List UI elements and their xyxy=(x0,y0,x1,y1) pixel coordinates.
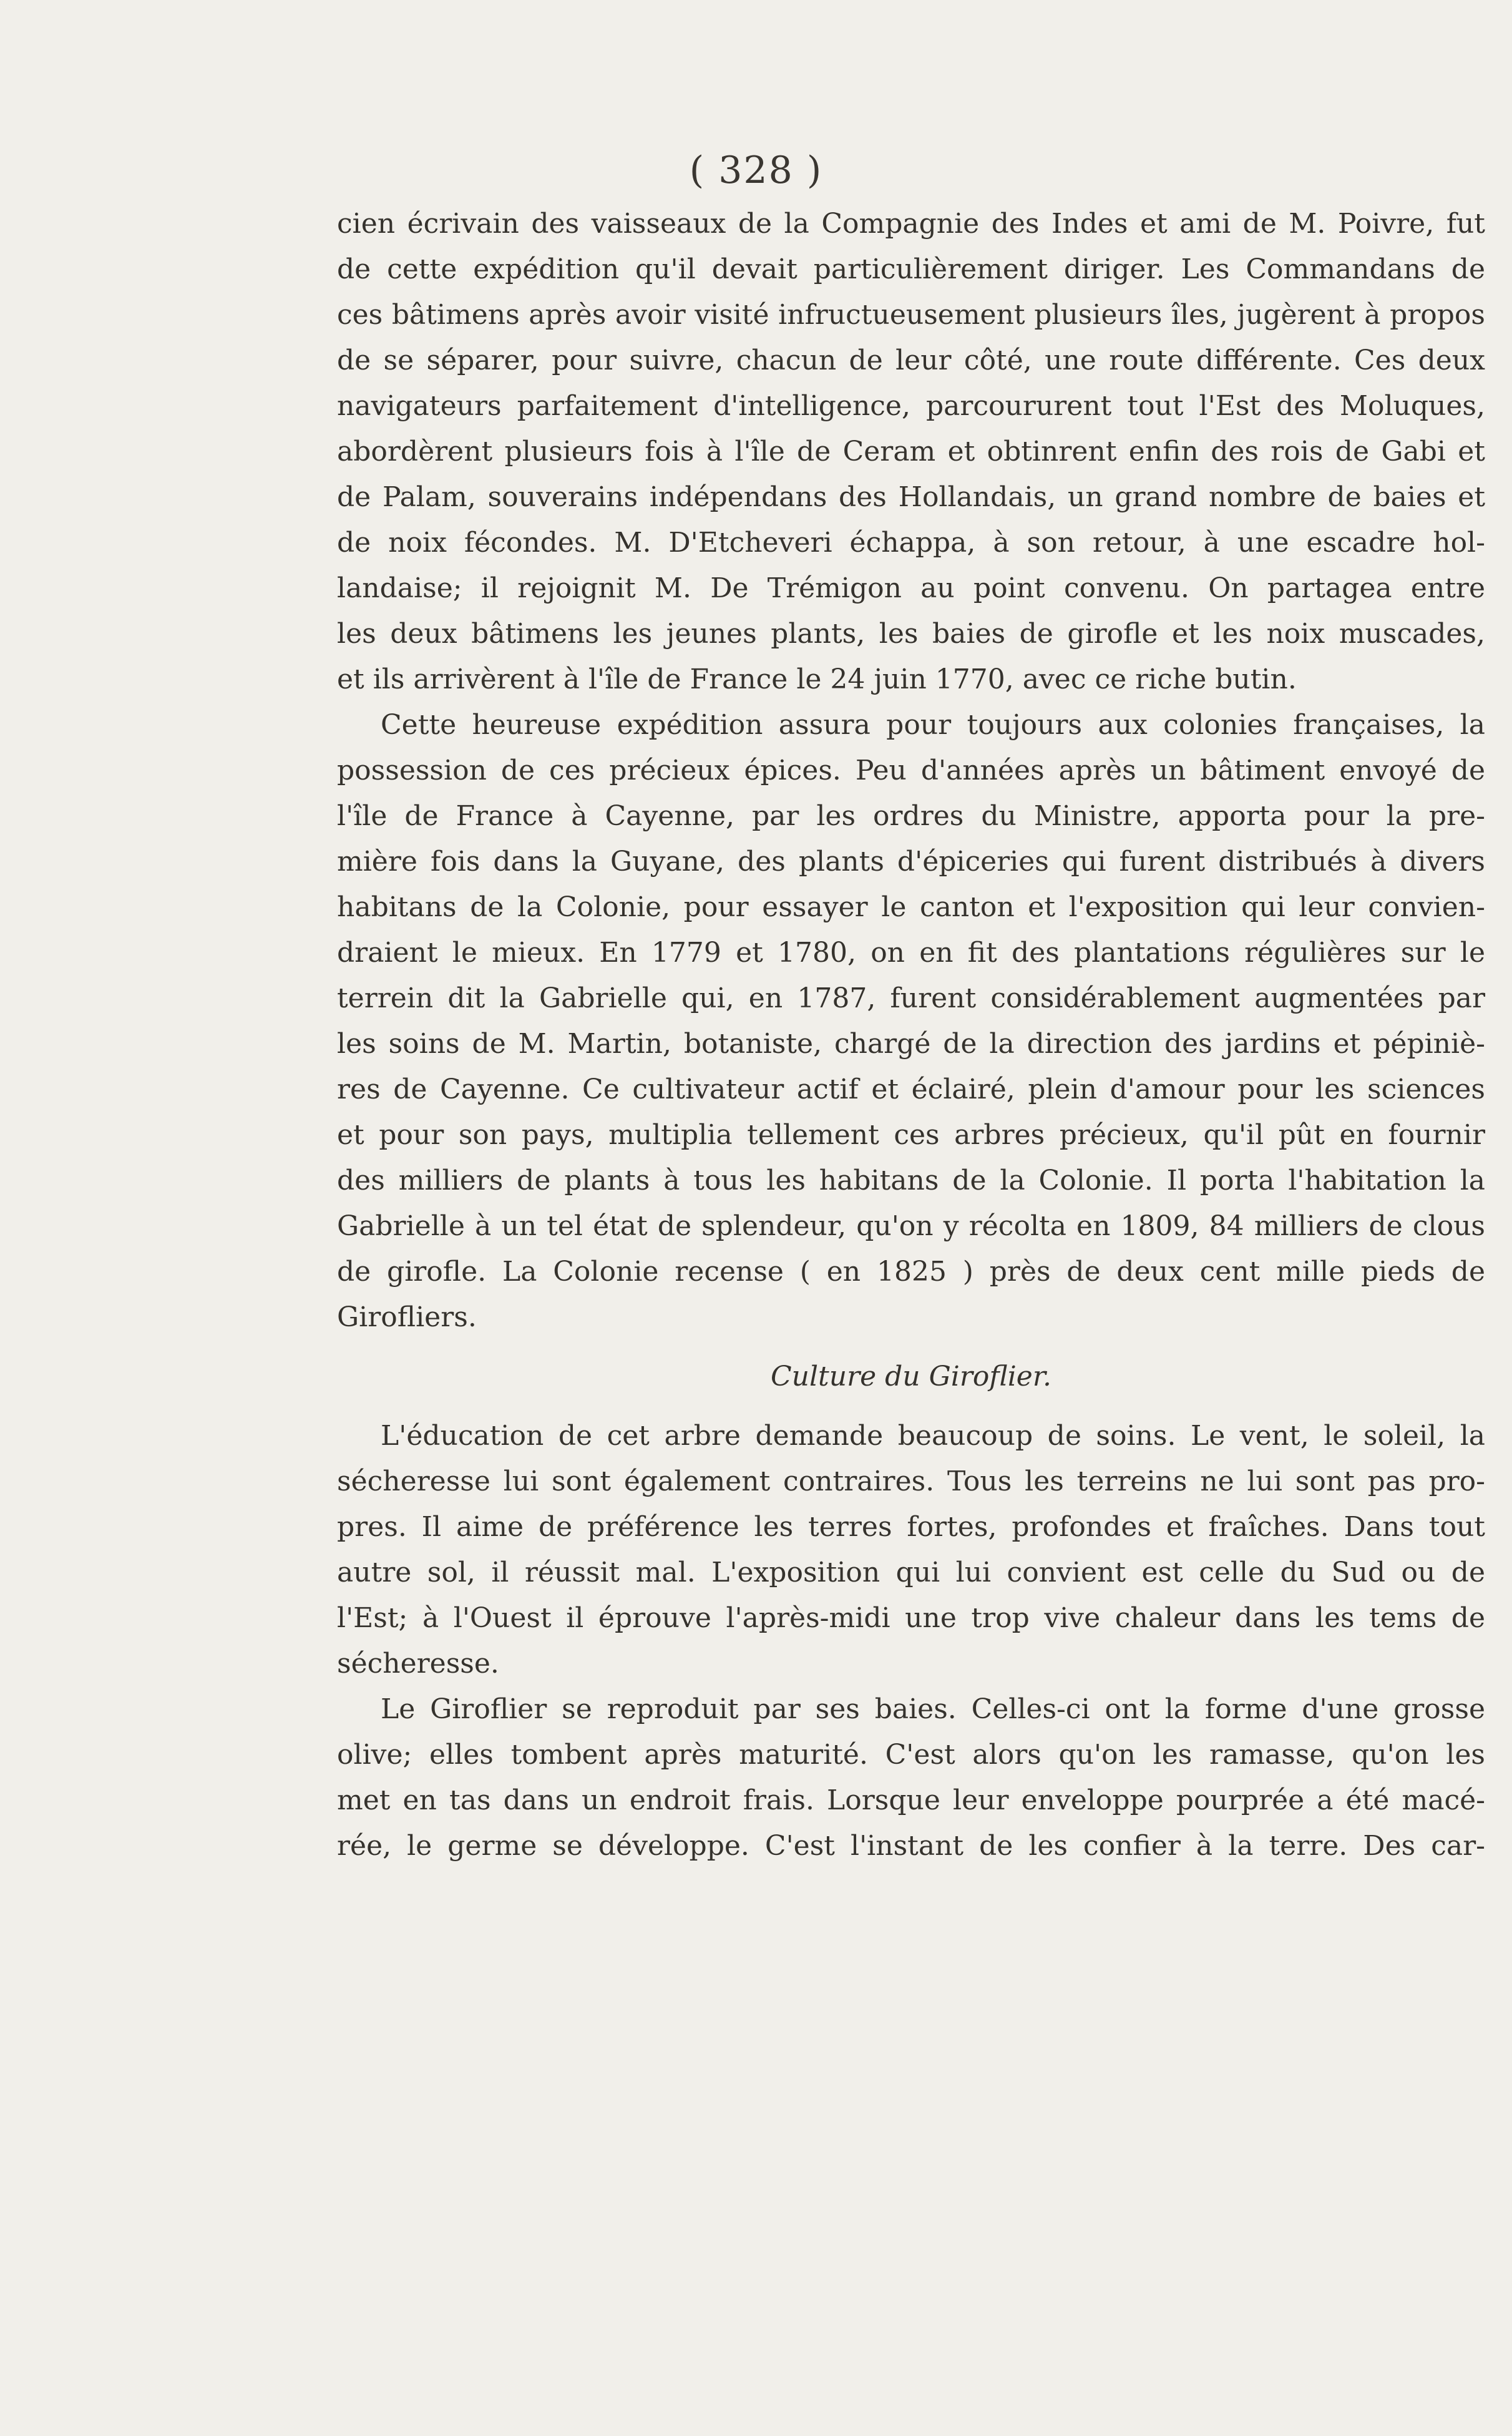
text-line: et pour son pays, multiplia tellement ces arbres précieux, qu'il pût en fournir xyxy=(337,1119,1485,1151)
text-line: de Palam, souverains indépendans des Hollandais, un grand nombre de baies et xyxy=(337,481,1485,513)
paragraph xyxy=(337,201,1485,702)
text-line: met en tas dans un endroit frais. Lorsque leur enveloppe pourprée a été macé- xyxy=(337,1784,1485,1816)
text-line: autre sol, il réussit mal. L'exposition qui lui convient est celle du Sud ou de xyxy=(337,1557,1485,1588)
text-line: olive; elles tombent après maturité. C'est alors qu'on les ramasse, qu'on les xyxy=(337,1739,1485,1771)
text-line: possession de ces précieux épices. Peu d'années après un bâtiment envoyé de xyxy=(337,755,1485,786)
text-line: res de Cayenne. Ce cultivateur actif et éclairé, plein d'amour pour les sciences xyxy=(337,1074,1485,1105)
text-line: de noix fécondes. M. D'Etcheveri échappa, à son retour, à une escadre hol- xyxy=(337,527,1485,559)
text-line: Girofliers. xyxy=(337,1301,477,1333)
text-line: cien écrivain des vaisseaux de la Compagnie des Indes et ami de M. Poivre, fut xyxy=(337,208,1485,240)
text-line: l'île de France à Cayenne, par les ordres du Ministre, apporta pour la pre- xyxy=(337,800,1485,832)
text-line: les deux bâtimens les jeunes plants, les baies de girofle et les noix muscades, xyxy=(337,618,1485,650)
text-line: abordèrent plusieurs fois à l'île de Ceram et obtinrent enfin des rois de Gabi et xyxy=(337,436,1485,467)
text-line: l'Est; à l'Ouest il éprouve l'après-midi une trop vive chaleur dans les tems de xyxy=(337,1602,1485,1634)
paragraph xyxy=(337,1413,1485,1686)
text-line: draient le mieux. En 1779 et 1780, on en fit des plantations régulières sur le xyxy=(337,937,1485,969)
text-line: navigateurs parfaitement d'intelligence, parcoururent tout l'Est des Moluques, xyxy=(337,390,1485,422)
text-line: Cette heureuse expédition assura pour toujours aux colonies françaises, la xyxy=(381,709,1485,741)
text-line: sécheresse. xyxy=(337,1648,499,1680)
text-line: et ils arrivèrent à l'île de France le 24 juin 1770, avec ce riche butin. xyxy=(337,663,1297,695)
text-line: Le Giroflier se reproduit par ses baies. Celles-ci ont la forme d'une grosse xyxy=(381,1693,1485,1725)
section-heading: Culture du Giroflier. xyxy=(770,1361,1052,1392)
text-line: ces bâtimens après avoir visité infructueusement plusieurs îles, jugèrent à propos xyxy=(337,299,1485,331)
text-line: L'éducation de cet arbre demande beaucoup de soins. Le vent, le soleil, la xyxy=(381,1420,1485,1452)
paragraph xyxy=(337,1686,1485,1869)
page-number: ( 328 ) xyxy=(689,149,823,192)
text-line: de girofle. La Colonie recense ( en 1825 ) près de deux cent mille pieds de xyxy=(337,1256,1485,1288)
text-line: de cette expédition qu'il devait particulièrement diriger. Les Commandans de xyxy=(337,253,1485,285)
text-line: Gabrielle à un tel état de splendeur, qu'on y récolta en 1809, 84 milliers de clous xyxy=(337,1210,1485,1242)
text-line: les soins de M. Martin, botaniste, chargé de la direction des jardins et pépiniè- xyxy=(337,1028,1485,1060)
text-line: rée, le germe se développe. C'est l'instant de les confier à la terre. Des car- xyxy=(337,1830,1485,1862)
paragraph xyxy=(337,702,1485,1340)
text-line: habitans de la Colonie, pour essayer le canton et l'exposition qui leur convien- xyxy=(337,891,1485,923)
text-line: de se séparer, pour suivre, chacun de leur côté, une route différente. Ces deux xyxy=(337,345,1485,376)
body-text xyxy=(337,201,1485,1869)
text-line: des milliers de plants à tous les habitans de la Colonie. Il porta l'habitation la xyxy=(337,1165,1485,1196)
text-line: terrein dit la Gabrielle qui, en 1787, furent considérablement augmentées par xyxy=(337,982,1485,1014)
text-line: pres. Il aime de préférence les terres fortes, profondes et fraîches. Dans tout xyxy=(337,1511,1485,1543)
text-line: mière fois dans la Guyane, des plants d'épiceries qui furent distribués à divers xyxy=(337,846,1485,878)
text-line: landaise; il rejoignit M. De Trémigon au point convenu. On partagea entre xyxy=(337,572,1485,604)
text-line: sécheresse lui sont également contraires. Tous les terreins ne lui sont pas pro- xyxy=(337,1465,1485,1497)
